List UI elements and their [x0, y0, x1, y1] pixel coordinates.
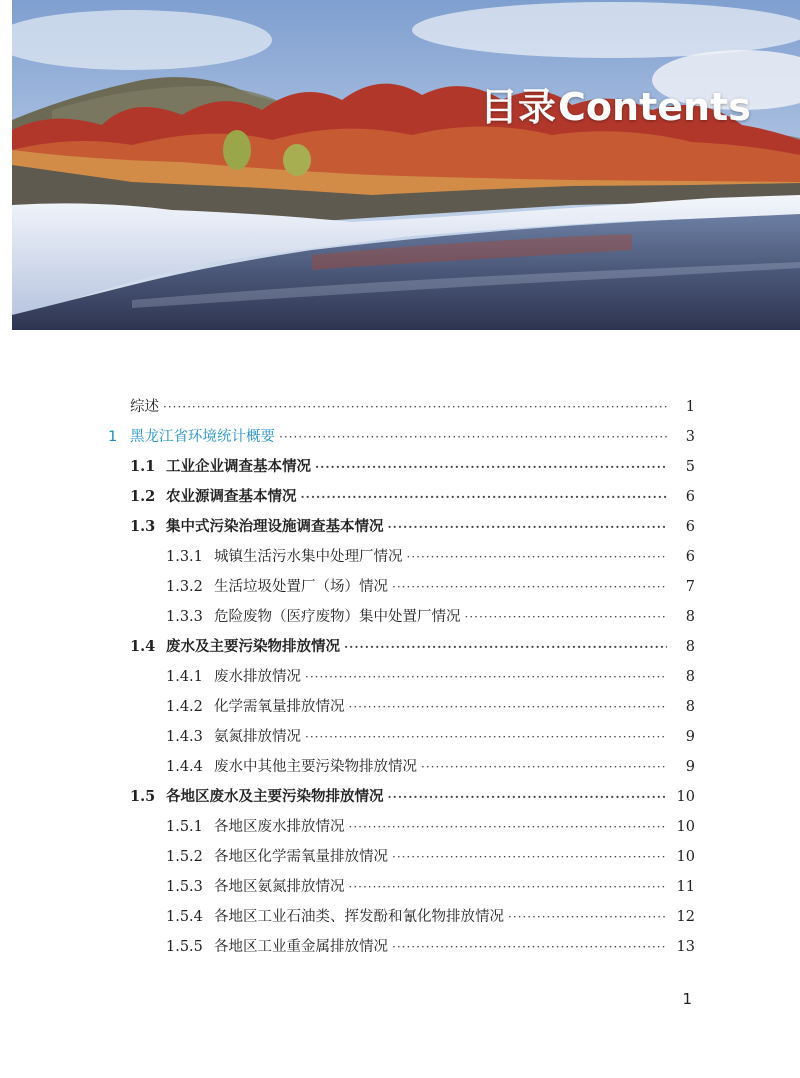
toc-entry[interactable] — [166, 572, 695, 602]
winter-river-landscape — [12, 0, 800, 330]
toc-entry-number: 1.4 — [130, 638, 156, 655]
toc-entry-page: 8 — [685, 669, 695, 685]
toc-entry[interactable] — [166, 812, 695, 842]
dot-leader — [392, 932, 667, 962]
toc-entry-page: 8 — [685, 699, 695, 715]
dot-leader — [301, 482, 668, 512]
toc-entry-number: 1.5.1 — [166, 819, 203, 835]
dot-leader — [349, 812, 668, 842]
toc-entry-title: 废水排放情况 — [214, 669, 301, 685]
toc-entry-number: 1.5.2 — [166, 849, 203, 865]
dot-leader — [344, 632, 667, 662]
dot-leader — [392, 572, 667, 602]
toc-entry-title: 各地区废水及主要污染物排放情况 — [166, 788, 384, 805]
toc-entry[interactable] — [166, 872, 695, 902]
dot-leader — [315, 452, 667, 482]
toc-entry-number: 1.4.3 — [166, 729, 203, 745]
toc-entry[interactable] — [166, 902, 695, 932]
toc-entry-title: 化学需氧量排放情况 — [214, 699, 345, 715]
toc-entry-title: 氨氮排放情况 — [214, 729, 301, 745]
contents-heading — [480, 76, 751, 131]
header-photo — [12, 0, 800, 330]
toc-entry-number: 1.1 — [130, 458, 156, 475]
dot-leader — [279, 422, 667, 452]
toc-entry-title: 各地区氨氮排放情况 — [214, 879, 345, 895]
dot-leader — [305, 662, 667, 692]
toc-entry-number: 1 — [108, 429, 118, 445]
toc-entry-title: 各地区废水排放情况 — [214, 819, 345, 835]
toc-entry[interactable] — [130, 632, 695, 662]
dot-leader — [349, 692, 668, 722]
toc-entry-title: 各地区工业重金属排放情况 — [214, 939, 388, 955]
toc-entry[interactable] — [130, 512, 695, 542]
toc-entry-title: 黑龙江省环境统计概要 — [130, 429, 275, 445]
toc-entry[interactable] — [166, 602, 695, 632]
toc-entry-title: 废水中其他主要污染物排放情况 — [214, 759, 417, 775]
toc-entry-number: 1.3.3 — [166, 609, 203, 625]
toc-entry-number: 1.4.2 — [166, 699, 203, 715]
toc-entry[interactable] — [166, 932, 695, 962]
dot-leader — [407, 542, 668, 572]
toc-entry-number: 1.5.3 — [166, 879, 203, 895]
toc-entry-page: 1 — [685, 399, 695, 415]
toc-entry-page: 11 — [676, 879, 695, 895]
toc-entry-number: 1.5.4 — [166, 909, 203, 925]
toc-entry-page: 9 — [685, 759, 695, 775]
toc-entry[interactable] — [130, 452, 695, 482]
dot-leader — [163, 392, 667, 422]
toc-entry-title: 综述 — [130, 399, 159, 415]
page-number: 1 — [682, 990, 692, 1008]
toc-entry-page: 10 — [676, 849, 695, 865]
toc-entry-page: 8 — [685, 639, 695, 655]
contents-heading-cn: 目录 — [480, 85, 557, 129]
toc-entry-page: 6 — [685, 519, 695, 535]
dot-leader — [388, 512, 668, 542]
toc-entry-page: 6 — [685, 549, 695, 565]
toc-entry[interactable] — [166, 722, 695, 752]
toc-entry-page: 9 — [685, 729, 695, 745]
toc-entry-title: 城镇生活污水集中处理厂情况 — [214, 549, 403, 565]
dot-leader — [392, 842, 667, 872]
toc-entry-page: 7 — [685, 579, 695, 595]
toc-entry[interactable] — [130, 782, 695, 812]
toc-entry[interactable] — [166, 752, 695, 782]
dot-leader — [465, 602, 668, 632]
toc-entry-title: 废水及主要污染物排放情况 — [166, 638, 340, 655]
toc-entry[interactable] — [166, 662, 695, 692]
contents-heading-en: Contents — [558, 85, 751, 129]
toc-entry-number: 1.3 — [130, 518, 156, 535]
toc-entry[interactable] — [108, 422, 695, 452]
toc-entry[interactable] — [130, 392, 695, 422]
toc-entry-number: 1.5 — [130, 788, 156, 805]
toc-entry-page: 10 — [676, 819, 695, 835]
toc-entry-page: 6 — [685, 489, 695, 505]
toc-entry-number: 1.4.1 — [166, 669, 203, 685]
dot-leader — [388, 782, 668, 812]
toc-entry-page: 3 — [685, 429, 695, 445]
dot-leader — [508, 902, 667, 932]
dot-leader — [421, 752, 667, 782]
toc-entry-title: 农业源调查基本情况 — [166, 488, 297, 505]
toc-entry-number: 1.3.1 — [166, 549, 203, 565]
toc-entry-page: 12 — [676, 909, 695, 925]
toc-entry-number: 1.2 — [130, 488, 156, 505]
toc-entry-title: 工业企业调查基本情况 — [166, 458, 311, 475]
toc-entry-title: 各地区工业石油类、挥发酚和氰化物排放情况 — [214, 909, 504, 925]
dot-leader — [349, 872, 668, 902]
toc-entry-title: 危险废物（医疗废物）集中处置厂情况 — [214, 609, 461, 625]
toc-entry-title: 生活垃圾处置厂（场）情况 — [214, 579, 388, 595]
toc-entry-number: 1.4.4 — [166, 759, 203, 775]
toc-entry[interactable] — [166, 542, 695, 572]
toc-entry-page: 10 — [676, 789, 695, 805]
toc-entry-number: 1.3.2 — [166, 579, 203, 595]
toc-entry-title: 集中式污染治理设施调查基本情况 — [166, 518, 384, 535]
toc-entry-title: 各地区化学需氧量排放情况 — [214, 849, 388, 865]
toc-entry-number: 1.5.5 — [166, 939, 203, 955]
toc-entry[interactable] — [166, 692, 695, 722]
toc-entry[interactable] — [130, 482, 695, 512]
toc-entry-page: 13 — [676, 939, 695, 955]
dot-leader — [305, 722, 667, 752]
toc-entry-page: 8 — [685, 609, 695, 625]
toc-entry-page: 5 — [685, 459, 695, 475]
toc-entry[interactable] — [166, 842, 695, 872]
